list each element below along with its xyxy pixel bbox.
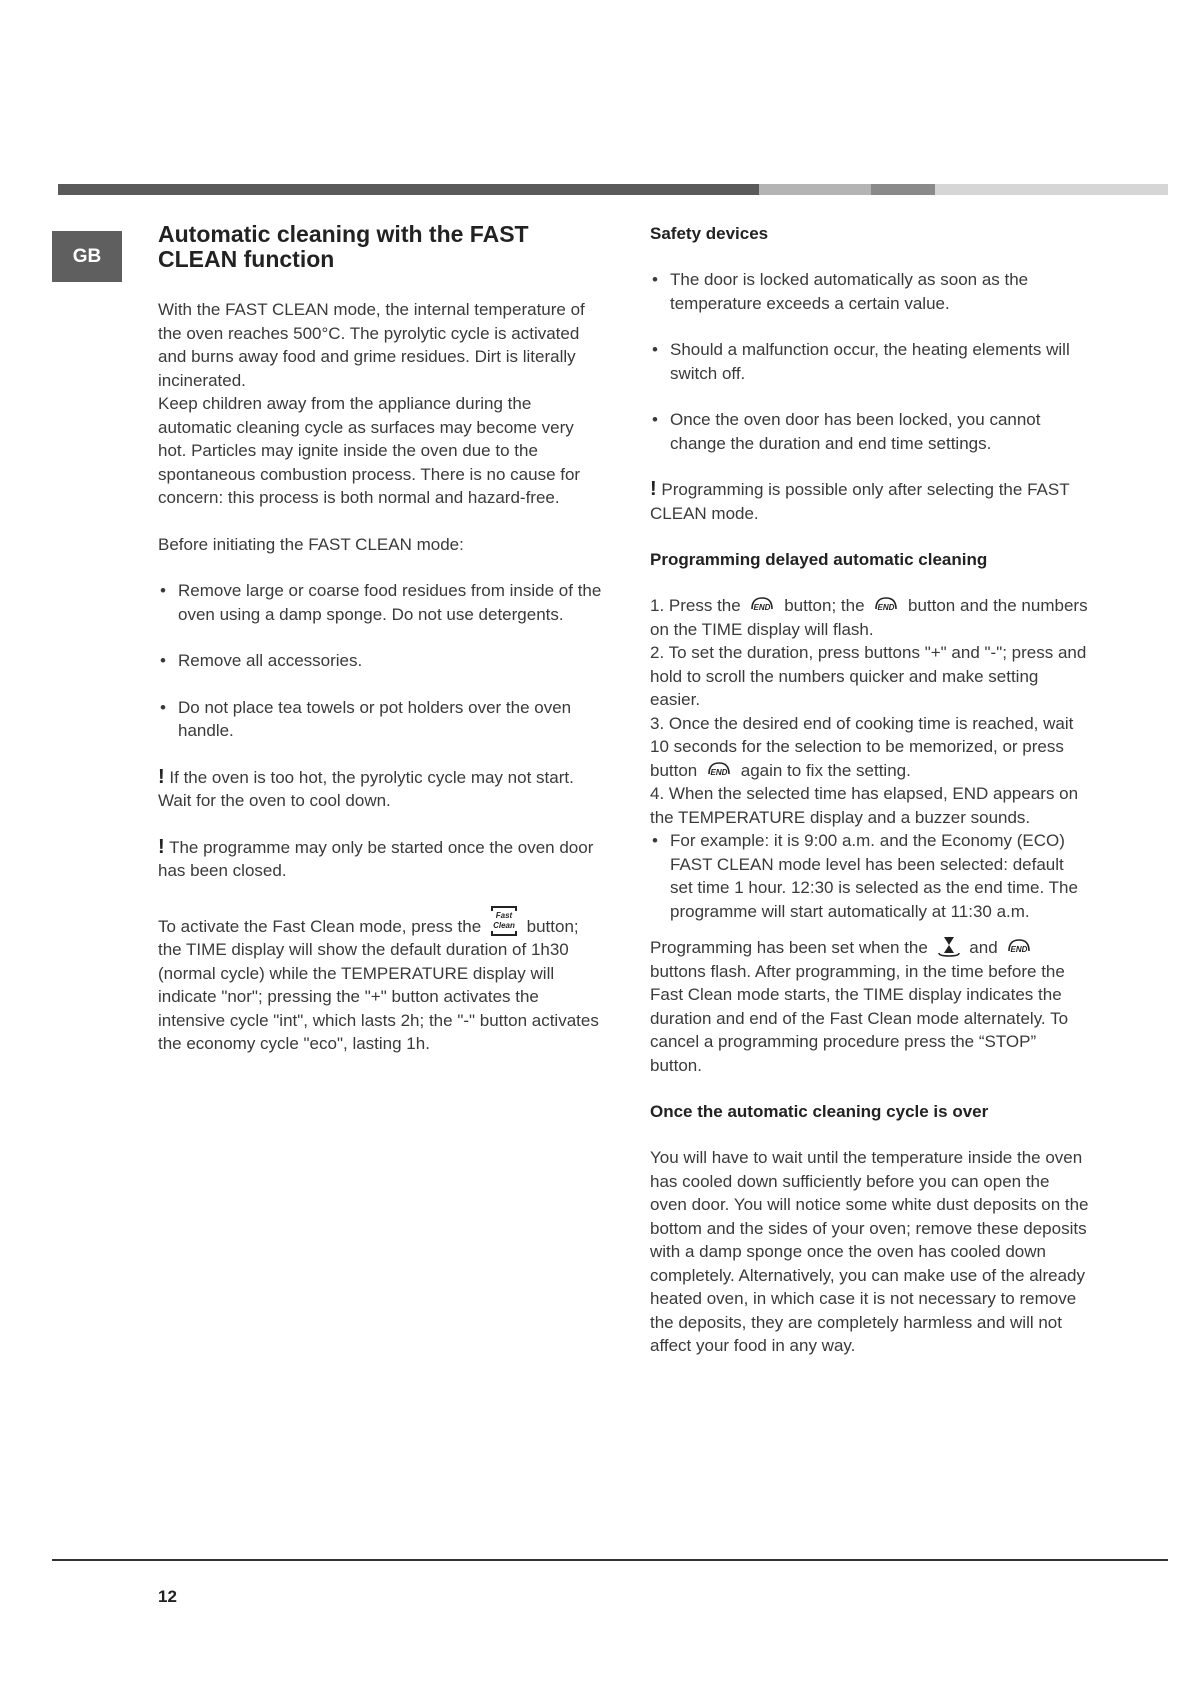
hot-oven-warning-text: If the oven is too hot, the pyrolytic cycle may not start. Wait for the oven to cool down. xyxy=(158,767,574,810)
safety-heading: Safety devices xyxy=(650,224,769,243)
end-icon xyxy=(872,595,900,615)
set-text-a: Programming has been set when the xyxy=(650,938,928,957)
right-column xyxy=(650,222,1090,1358)
preparation-list xyxy=(158,579,603,743)
footer-rule xyxy=(52,1559,1168,1561)
door-closed-warning xyxy=(158,836,603,883)
list-item: • Remove large or coarse food residues from inside of the oven using a damp sponge. Do not use detergents. xyxy=(158,579,603,626)
cycle-over-paragraph: You will have to wait until the temperature inside the oven has cooled down sufficiently before you can open the oven door. You will notice some white dust deposits on the bottom and the sides of your oven; remove these deposits with a damp sponge once the oven has cooled down completely. Alternatively, you can make use of the already heated oven, in which case it is not necessary to remove the deposits, they are completely harmless and will not affect your food in any way. xyxy=(650,1148,1089,1355)
header-bar-light xyxy=(759,184,871,195)
fast-clean-icon xyxy=(489,906,519,936)
step-3 xyxy=(650,712,1090,783)
step-1-text-a: 1. Press the xyxy=(650,596,741,615)
svg-text:END: END xyxy=(754,603,771,612)
list-item: • Once the oven door has been locked, you cannot change the duration and end time settings. xyxy=(650,408,1090,455)
programming-set-paragraph xyxy=(650,935,1090,1077)
example-list xyxy=(650,829,1090,923)
section-title: Automatic cleaning with the FAST CLEAN function xyxy=(158,221,529,272)
programming-note xyxy=(650,478,1090,525)
header-color-bar xyxy=(58,184,1168,195)
end-icon xyxy=(1005,937,1033,957)
delayed-cleaning-heading: Programming delayed automatic cleaning xyxy=(650,550,988,569)
svg-text:END: END xyxy=(877,603,895,612)
hourglass-icon xyxy=(936,935,962,957)
header-bar-mid xyxy=(871,184,935,195)
header-bar-pale xyxy=(935,184,1168,195)
step-1 xyxy=(650,594,1090,641)
list-item: • Remove all accessories. xyxy=(158,649,603,673)
list-item: • For example: it is 9:00 a.m. and the Economy (ECO) FAST CLEAN mode level has been selected: default set time 1 hour. 12:30 is selected as the end time. The programme will start automatically at 11:30 a.m. xyxy=(650,829,1090,923)
set-text-c: buttons flash. After programming, in the time before the Fast Clean mode starts, the TIME display indicates the duration and end of the Fast Clean mode alternately. To cancel a programming procedure press the “STOP” button. xyxy=(650,961,1069,1075)
warning-mark: ! xyxy=(158,765,165,788)
before-initiating-text: Before initiating the FAST CLEAN mode: xyxy=(158,534,464,554)
step-1-text-b: button; the xyxy=(784,596,865,615)
children-warning-paragraph: Keep children away from the appliance during the automatic cleaning cycle as surfaces may become very hot. Particles may ignite inside the oven due to the spontaneous combustion process. There is no cause for concern: this process is both normal and hazard-free. xyxy=(158,394,581,507)
door-closed-warning-text: The programme may only be started once the oven door has been closed. xyxy=(158,837,594,880)
step-3-text-b: again to fix the setting. xyxy=(740,760,911,780)
set-text-b: and xyxy=(969,938,998,957)
end-icon xyxy=(705,760,733,780)
step-2: 2. To set the duration, press buttons "+" and "-"; press and hold to scroll the numbers quicker and make setting easier. xyxy=(650,643,1087,709)
step-4: 4. When the selected time has elapsed, END appears on the TEMPERATURE display and a buzzer sounds. xyxy=(650,784,1079,827)
list-item: • The door is locked automatically as soon as the temperature exceeds a certain value. xyxy=(650,268,1090,315)
activate-text-start: To activate the Fast Clean mode, press the xyxy=(158,916,482,936)
list-item: • Should a malfunction occur, the heating elements will switch off. xyxy=(650,338,1090,385)
cycle-over-heading: Once the automatic cleaning cycle is over xyxy=(650,1102,989,1121)
activate-text-end: button; the TIME display will show the default duration of 1h30 (normal cycle) while the TEMPERATURE display will indicate "nor"; pressing the "+" button activates the intensive cycle "int", which lasts 2h; the "-" button activates the economy cycle "eco", lasting 1h. xyxy=(158,916,599,1053)
safety-list xyxy=(650,268,1090,455)
svg-text:END: END xyxy=(1010,945,1028,954)
hot-oven-warning xyxy=(158,766,603,813)
warning-mark: ! xyxy=(650,478,657,500)
warning-mark: ! xyxy=(158,835,165,858)
svg-text:END: END xyxy=(710,767,728,777)
svg-text:Clean: Clean xyxy=(493,920,515,930)
step-1-text-c: button and the numbers on the TIME display will flash. xyxy=(650,596,1088,639)
step-3-text-a: 3. Once the desired end of cooking time is reached, wait 10 seconds for the selection to be memorized, or press button xyxy=(650,713,1074,780)
list-item: • Do not place tea towels or pot holders over the oven handle. xyxy=(158,696,603,743)
activate-paragraph xyxy=(158,906,603,1056)
intro-paragraph: With the FAST CLEAN mode, the internal temperature of the oven reaches 500°C. The pyrolytic cycle is activated and burns away food and grime residues. Dirt is literally incinerated. xyxy=(158,300,585,390)
svg-text:Fast: Fast xyxy=(495,910,513,920)
left-column xyxy=(158,222,603,1056)
header-bar-dark xyxy=(58,184,759,195)
language-tab: GB xyxy=(52,231,122,282)
page-number: 12 xyxy=(158,1587,177,1606)
end-icon xyxy=(748,595,776,615)
programming-note-text: Programming is possible only after selecting the FAST CLEAN mode. xyxy=(650,480,1070,523)
